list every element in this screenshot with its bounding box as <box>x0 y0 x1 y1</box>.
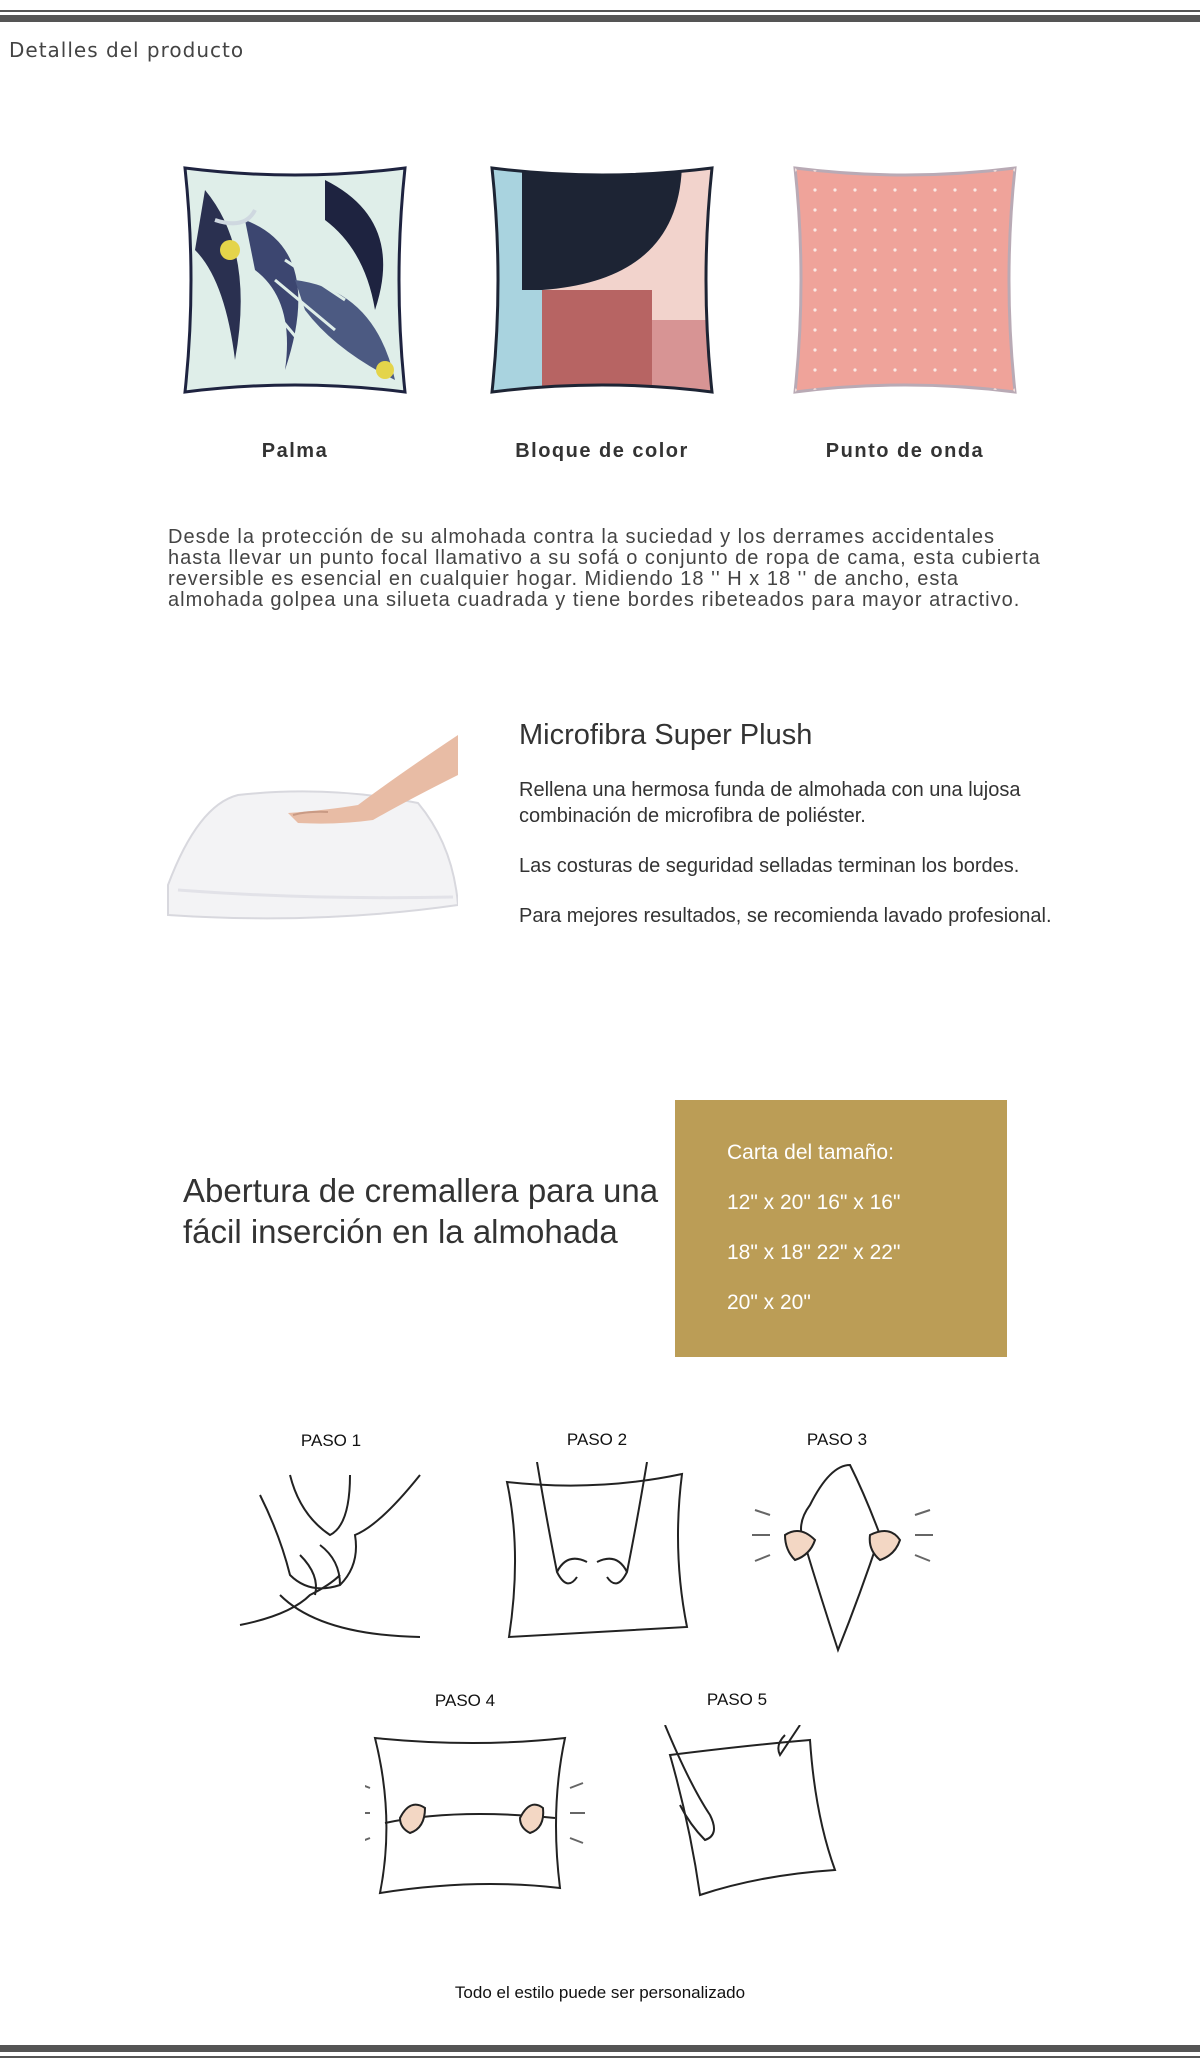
pillow-label-bloque: Bloque de color <box>515 440 689 462</box>
product-description: Desde la protección de su almohada contra la suciedad y los derrames accidentales hasta llevar un punto focal llamativo a su sofá o conjunto de ropa de cama, esta cubierta reversible es esencial en cualquier hogar. Midiendo 18 '' H x 18 '' de ancho, esta almohada golpea una silueta cuadrada y tiene bordes ribeteados para mayor atractivo. <box>168 526 1041 611</box>
size-chart-line-1: 12" x 20" 16" x 16" <box>727 1191 901 1214</box>
step-2-illustration <box>497 1462 697 1642</box>
bottom-rule-thin <box>0 2056 1200 2058</box>
microfiber-heading: Microfibra Super Plush <box>519 719 813 751</box>
size-chart-line-3: 20" x 20" <box>727 1291 811 1314</box>
step-3-illustration <box>750 1455 940 1655</box>
step-1-label: PASO 1 <box>300 1431 362 1450</box>
size-chart-title: Carta del tamaño: <box>727 1141 894 1164</box>
pillow-punto-image <box>785 160 1025 400</box>
size-chart-line-2: 18" x 18" 22" x 22" <box>727 1241 901 1264</box>
pillow-label-palma: Palma <box>261 440 329 462</box>
top-rule-thick <box>0 15 1200 22</box>
step-1-illustration <box>230 1465 430 1645</box>
step-4-label: PASO 4 <box>434 1691 496 1710</box>
top-rule-thin <box>0 10 1200 12</box>
pillow-label-punto: Punto de onda <box>825 440 985 462</box>
page-title: Detalles del producto <box>9 38 245 62</box>
pillow-hand-image <box>158 685 458 940</box>
size-chart-card <box>675 1100 1007 1357</box>
step-2-label: PASO 2 <box>566 1430 628 1449</box>
pillow-bloque-image <box>482 160 722 400</box>
step-3-label: PASO 3 <box>806 1430 868 1449</box>
zipper-heading: Abertura de cremallera para una fácil inserción en la almohada <box>183 1172 659 1250</box>
bottom-rule-thick <box>0 2045 1200 2052</box>
microfiber-paragraph-1: Rellena una hermosa funda de almohada con una lujosa combinación de microfibra de poliéster. <box>519 779 1021 827</box>
footer-note: Todo el estilo puede ser personalizado <box>454 1983 746 2002</box>
step-5-label: PASO 5 <box>706 1690 768 1709</box>
step-5-illustration <box>660 1725 840 1900</box>
step-4-illustration <box>365 1728 585 1898</box>
microfiber-paragraph-2: Las costuras de seguridad selladas terminan los bordes. <box>519 855 1020 877</box>
pillow-palma-image <box>175 160 415 400</box>
microfiber-paragraph-3: Para mejores resultados, se recomienda lavado profesional. <box>519 905 1052 927</box>
